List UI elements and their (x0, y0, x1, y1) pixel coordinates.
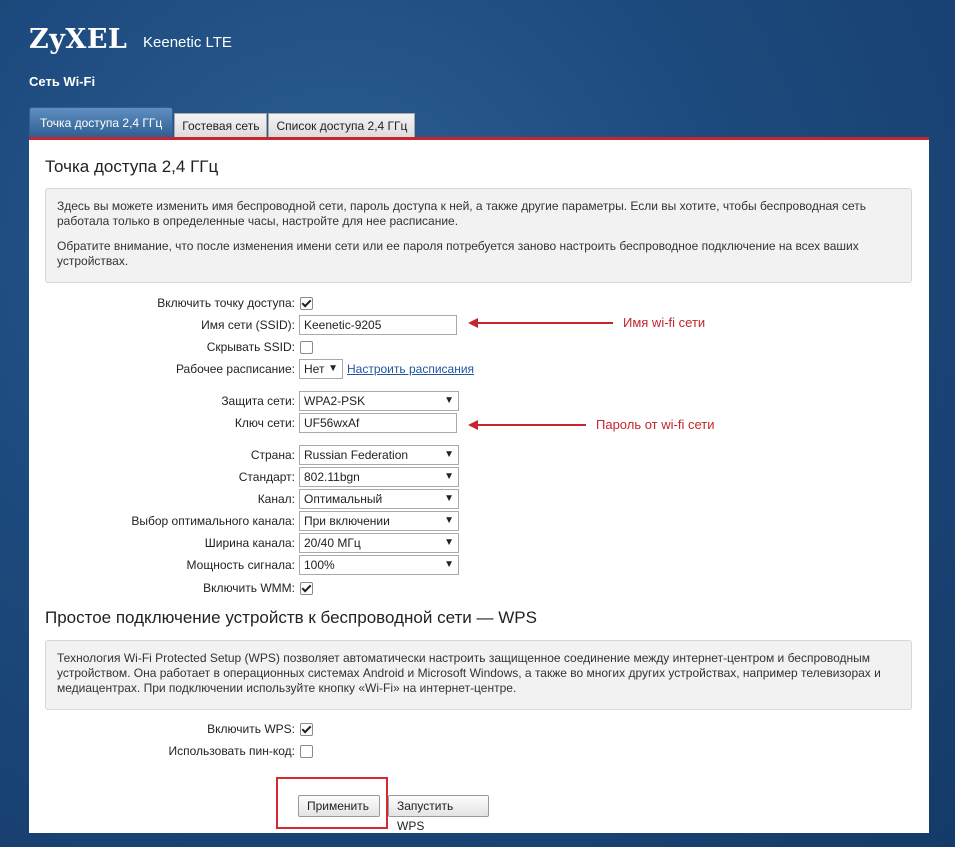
apply-highlight-box (276, 777, 388, 829)
configure-schedules-link[interactable]: Настроить расписания (347, 362, 475, 376)
hide-ssid-label: Скрывать SSID: (206, 340, 295, 354)
tab-guest-network[interactable]: Гостевая сеть (174, 113, 267, 137)
security-select-value: WPA2-PSK (304, 394, 366, 408)
chevron-down-icon: ▼ (444, 559, 454, 570)
country-select[interactable] (299, 445, 459, 465)
channel-label: Канал: (257, 492, 295, 506)
optimal-channel-select-value: При включении (304, 514, 390, 528)
signal-power-label: Мощность сигнала: (186, 558, 295, 572)
standard-select[interactable] (299, 467, 459, 487)
row-ssid (29, 315, 929, 335)
chevron-down-icon: ▼ (444, 493, 454, 504)
info-paragraph-2: Обратите внимание, что после изменения имени сети или ее пароля потребуется заново настроить беспроводное подключение на всех ваших устройствах. (57, 239, 859, 268)
security-label: Защита сети: (221, 394, 295, 408)
zyxel-logo: ZyXEL (29, 24, 128, 55)
chevron-down-icon: ▼ (444, 471, 454, 482)
start-wps-button[interactable]: Запустить WPS (388, 795, 489, 817)
page-section-title: Сеть Wi-Fi (29, 74, 96, 89)
standard-select-value: 802.11bgn (304, 470, 360, 484)
optimal-channel-select[interactable] (299, 511, 459, 531)
country-label: Страна: (250, 448, 295, 462)
row-network-key (29, 413, 929, 433)
key-annotation: Пароль от wi-fi сети (596, 417, 715, 432)
row-enable-wps (29, 719, 929, 739)
channel-width-label: Ширина канала: (204, 536, 295, 550)
wps-info-box (45, 640, 912, 710)
wps-heading: Простое подключение устройств к беспроводной сети — WPS (45, 608, 537, 627)
row-hide-ssid (29, 337, 929, 357)
row-channel-width (29, 533, 929, 553)
wmm-label: Включить WMM: (203, 581, 295, 595)
settings-panel (29, 140, 929, 833)
pin-code-label: Использовать пин-код: (168, 744, 295, 758)
schedule-select[interactable] (299, 359, 343, 379)
schedule-label: Рабочее расписание: (175, 362, 295, 376)
access-point-info-box (45, 188, 912, 283)
signal-power-select-value: 100% (304, 558, 335, 572)
network-key-label: Ключ сети: (234, 416, 295, 430)
enable-wps-label: Включить WPS: (207, 722, 295, 736)
optimal-channel-label: Выбор оптимального канала: (131, 514, 295, 528)
network-key-input[interactable]: UF56wxAf (299, 413, 457, 433)
access-point-heading: Точка доступа 2,4 ГГц (45, 157, 219, 176)
channel-select-value: Оптимальный (304, 492, 383, 506)
wmm-checkbox[interactable] (300, 582, 313, 595)
apply-button[interactable]: Применить (298, 795, 380, 817)
tab-access-point-24[interactable]: Точка доступа 2,4 ГГц (29, 107, 173, 137)
country-select-value: Russian Federation (304, 448, 409, 462)
row-signal-power (29, 555, 929, 575)
ssid-annotation: Имя wi-fi сети (623, 315, 706, 330)
info-paragraph-1: Здесь вы можете изменить имя беспроводной сети, пароль доступа к ней, а также другие параметры. Если вы хотите, чтобы беспроводная сеть работала только в определенные часы, настройте для нее расписание. (57, 199, 867, 228)
row-enable-ap (29, 293, 929, 313)
ssid-input[interactable]: Keenetic-9205 (299, 315, 457, 335)
row-country (29, 445, 929, 465)
standard-label: Стандарт: (238, 470, 295, 484)
chevron-down-icon: ▼ (444, 515, 454, 526)
row-pin-code (29, 741, 929, 761)
security-select[interactable] (299, 391, 459, 411)
hide-ssid-checkbox[interactable] (300, 341, 313, 354)
row-standard (29, 467, 929, 487)
channel-select[interactable] (299, 489, 459, 509)
ssid-arrow-line (476, 322, 613, 324)
row-channel (29, 489, 929, 509)
tab-bar (29, 107, 416, 137)
wps-info-paragraph: Технология Wi-Fi Protected Setup (WPS) позволяет автоматически настроить защищенное соединение между интернет-центром и беспроводным устройством. Она работает в операционных системах Android и Microsoft Windows, а также во многих других устройствах, например телевизорах и медиацентрах. При подключении используйте кнопку «Wi-Fi» на интернет-центре. (57, 651, 881, 695)
row-security (29, 391, 929, 411)
key-arrow-line (476, 424, 586, 426)
tab-access-list-24[interactable]: Список доступа 2,4 ГГц (268, 113, 415, 137)
row-wmm (29, 578, 929, 598)
chevron-down-icon: ▼ (328, 363, 338, 374)
row-schedule (29, 359, 929, 379)
enable-wps-checkbox[interactable] (300, 723, 313, 736)
product-name: Keenetic LTE (143, 34, 232, 51)
row-optimal-channel (29, 511, 929, 531)
chevron-down-icon: ▼ (444, 449, 454, 460)
chevron-down-icon: ▼ (444, 395, 454, 406)
ssid-label: Имя сети (SSID): (201, 318, 295, 332)
enable-ap-label: Включить точку доступа: (157, 296, 295, 310)
channel-width-select-value: 20/40 МГц (304, 536, 361, 550)
enable-ap-checkbox[interactable] (300, 297, 313, 310)
schedule-select-value: Нет (304, 362, 325, 376)
signal-power-select[interactable] (299, 555, 459, 575)
chevron-down-icon: ▼ (444, 537, 454, 548)
channel-width-select[interactable] (299, 533, 459, 553)
pin-code-checkbox[interactable] (300, 745, 313, 758)
